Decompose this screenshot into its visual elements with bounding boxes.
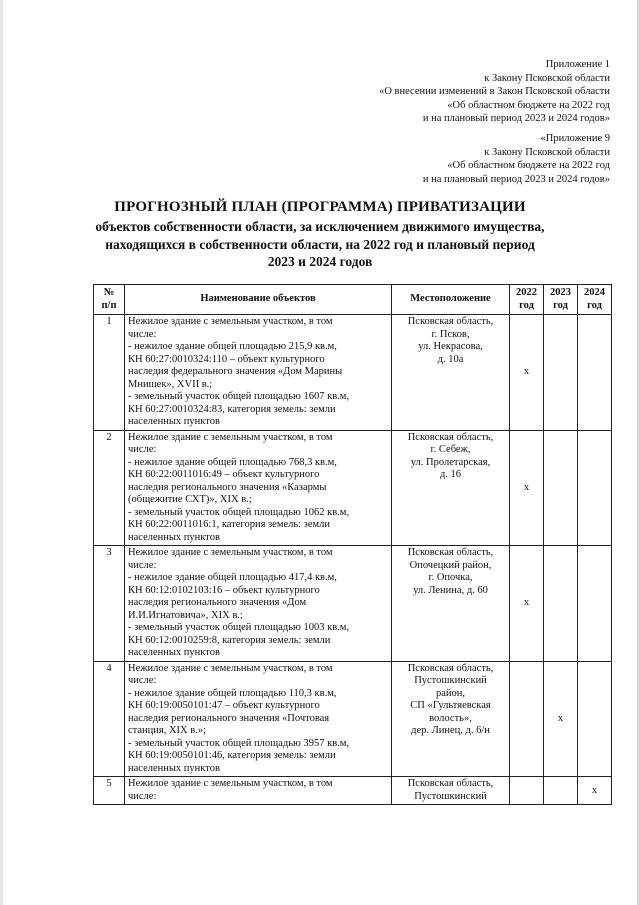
object-description: [125, 777, 392, 805]
document-title: ПРОГНОЗНЫЙ ПЛАН (ПРОГРАММА) ПРИВАТИЗАЦИИ: [114, 199, 526, 215]
table-row: [94, 315, 612, 431]
mark-2023: [544, 777, 578, 805]
row-number: 4: [94, 661, 125, 777]
table-row: [94, 430, 612, 546]
location-line: г. Себеж,: [430, 444, 471, 455]
description-line: - земельный участок общей площадью 1003 кв.м,: [128, 622, 350, 633]
description-line: - нежилое здание общей площадью 110,3 кв.м,: [128, 687, 337, 699]
location-line: Пустошкинский: [414, 790, 487, 802]
location-line: район,: [435, 687, 466, 699]
description-line: (общежитие СХТ)», XIX в.;: [128, 494, 252, 505]
description-line: - нежилое здание общей площадью 215,9 кв.м,: [128, 341, 337, 352]
appendix-line: и на плановый период 2023 и 2024 годов»: [422, 173, 610, 185]
description-line: числе:: [128, 790, 157, 802]
location-line: ул. Некрасова,: [418, 341, 483, 352]
description-line: населенных пунктов: [128, 531, 220, 543]
object-location: [392, 777, 510, 805]
table-row: [94, 546, 612, 662]
location-line: волость»,: [429, 712, 472, 724]
description-line: населенных пунктов: [128, 647, 220, 658]
description-line: - земельный участок общей площадью 1062 кв.м,: [128, 506, 350, 518]
description-line: числе:: [128, 675, 157, 686]
appendix-line: «О внесении изменений в Закон Псковской области: [379, 86, 610, 97]
header-year: 2024: [584, 287, 605, 298]
row-number: 3: [94, 546, 125, 662]
document-subtitle: [60, 218, 580, 271]
header-num: [94, 285, 125, 315]
description-line: Нежилое здание с земельным участком, в том: [128, 778, 333, 789]
header-num-line: №: [103, 287, 115, 298]
object-location: [392, 430, 510, 546]
location-line: Пустошкинский: [414, 675, 487, 686]
object-description: [125, 315, 392, 431]
location-line: д. 16: [439, 469, 462, 480]
mark-2022: [510, 661, 544, 777]
location-line: д. 10а: [437, 353, 464, 365]
header-2024: [578, 285, 612, 315]
location-line: Псковская область,: [407, 431, 494, 443]
appendix-1-header: [379, 58, 610, 126]
description-line: - нежилое здание общей площадью 417,4 кв.м,: [128, 572, 337, 583]
header-2023: [544, 285, 578, 315]
location-line: Псковская область,: [407, 662, 494, 674]
appendix-9-header: [423, 132, 610, 186]
description-line: наследия регионального значения «Казармы: [128, 481, 327, 493]
mark-2023: х: [544, 661, 578, 777]
header-2022: [510, 285, 544, 315]
object-location: [392, 546, 510, 662]
location-line: ул. Пролетарская,: [410, 456, 491, 468]
location-line: Псковская область,: [407, 316, 494, 327]
appendix-line: «Об областном бюджете на 2022 год: [447, 160, 610, 171]
object-description: [125, 546, 392, 662]
header-name: Наименование объектов: [125, 285, 392, 315]
description-line: КН 60:12:0102103:16 – объект культурного: [128, 584, 320, 596]
appendix-line: «Об областном бюджете на 2022 год: [447, 99, 610, 111]
location-line: г. Псков,: [431, 328, 470, 340]
appendix-line: «Приложение 9: [540, 133, 610, 144]
privatization-table: [93, 284, 612, 805]
location-line: дер. Линец, д. 6/н: [411, 725, 490, 736]
description-line: Нежилое здание с земельным участком, в том: [128, 662, 333, 674]
location-line: Опочецкий район,: [409, 559, 492, 571]
object-location: [392, 661, 510, 777]
mark-2024: х: [578, 777, 612, 805]
header-location: Местоположение: [392, 285, 510, 315]
location-line: г. Опочка,: [428, 572, 473, 583]
description-line: населенных пунктов: [128, 416, 220, 427]
table-header-row: [94, 285, 612, 315]
description-line: наследия регионального значения «Почтовая: [128, 712, 330, 724]
description-line: - нежилое здание общей площадью 768,3 кв.м,: [128, 456, 337, 468]
mark-2023: [544, 315, 578, 431]
location-line: Псковская область,: [407, 547, 494, 558]
header-year-label: год: [587, 299, 602, 311]
description-line: Нежилое здание с земельным участком, в том: [128, 316, 333, 327]
description-line: Мнишек», XVII в.;: [128, 378, 213, 390]
description-line: КН 60:27:0010324:83, категория земель: земли: [128, 403, 336, 415]
header-year: 2022: [516, 287, 537, 298]
location-line: ул. Ленина, д. 60: [413, 584, 488, 596]
mark-2024: [578, 661, 612, 777]
header-year: 2023: [550, 287, 571, 298]
header-year-label: год: [519, 299, 534, 311]
table-row: [94, 777, 612, 805]
table-row: [94, 661, 612, 777]
description-line: наследия регионального значения «Дом: [128, 597, 307, 608]
header-num-line: п/п: [101, 299, 117, 311]
mark-2024: [578, 546, 612, 662]
description-line: - земельный участок общей площадью 1607 кв.м,: [128, 391, 350, 402]
description-line: КН 60:27:0010324:110 – объект культурного: [128, 353, 325, 365]
description-line: И.И.Игнатовича», XIX в.;: [128, 609, 243, 621]
description-line: КН 60:19:0050101:46, категория земель: земли: [128, 750, 336, 761]
mark-2022: х: [510, 430, 544, 546]
mark-2023: [544, 430, 578, 546]
location-line: Псковская область,: [407, 778, 494, 789]
description-line: числе:: [128, 559, 157, 571]
header-year-label: год: [553, 299, 568, 311]
appendix-line: и на плановый период 2023 и 2024 годов»: [422, 113, 610, 124]
description-line: числе:: [128, 328, 157, 340]
mark-2023: [544, 546, 578, 662]
row-number: 2: [94, 430, 125, 546]
location-line: СП «Гультяевская: [410, 700, 491, 711]
subtitle-line: находящихся в собственности области, на 2022 год и плановый период: [105, 236, 535, 252]
description-line: населенных пунктов: [128, 762, 220, 774]
row-number: 5: [94, 777, 125, 805]
mark-2022: х: [510, 546, 544, 662]
object-location: [392, 315, 510, 431]
description-line: наследия федерального значения «Дом Марины: [128, 366, 343, 377]
description-line: КН 60:22:0011016:1, категория земель: земли: [128, 519, 331, 530]
description-line: - земельный участок общей площадью 3957 кв.м,: [128, 737, 350, 749]
appendix-line: к Закону Псковской области: [484, 72, 610, 84]
subtitle-line: 2023 и 2024 годов: [267, 254, 373, 269]
row-number: 1: [94, 315, 125, 431]
appendix-line: Приложение 1: [545, 59, 610, 70]
description-line: КН 60:22:0011016:49 – объект культурного: [128, 469, 320, 480]
object-description: [125, 430, 392, 546]
mark-2024: [578, 430, 612, 546]
appendix-line: к Закону Псковской области: [484, 146, 610, 158]
subtitle-line: объектов собственности области, за исключением движимого имущества,: [95, 219, 545, 234]
description-line: станция, XIX в.»;: [128, 725, 207, 736]
description-line: Нежилое здание с земельным участком, в том: [128, 431, 333, 443]
scan-edge-left: [0, 0, 3, 905]
description-line: КН 60:12:0010259:8, категория земель: земли: [128, 634, 331, 646]
description-line: Нежилое здание с земельным участком, в том: [128, 547, 333, 558]
object-description: [125, 661, 392, 777]
description-line: числе:: [128, 444, 157, 455]
mark-2022: х: [510, 315, 544, 431]
mark-2024: [578, 315, 612, 431]
mark-2022: [510, 777, 544, 805]
description-line: КН 60:19:0050101:47 – объект культурного: [128, 700, 320, 711]
